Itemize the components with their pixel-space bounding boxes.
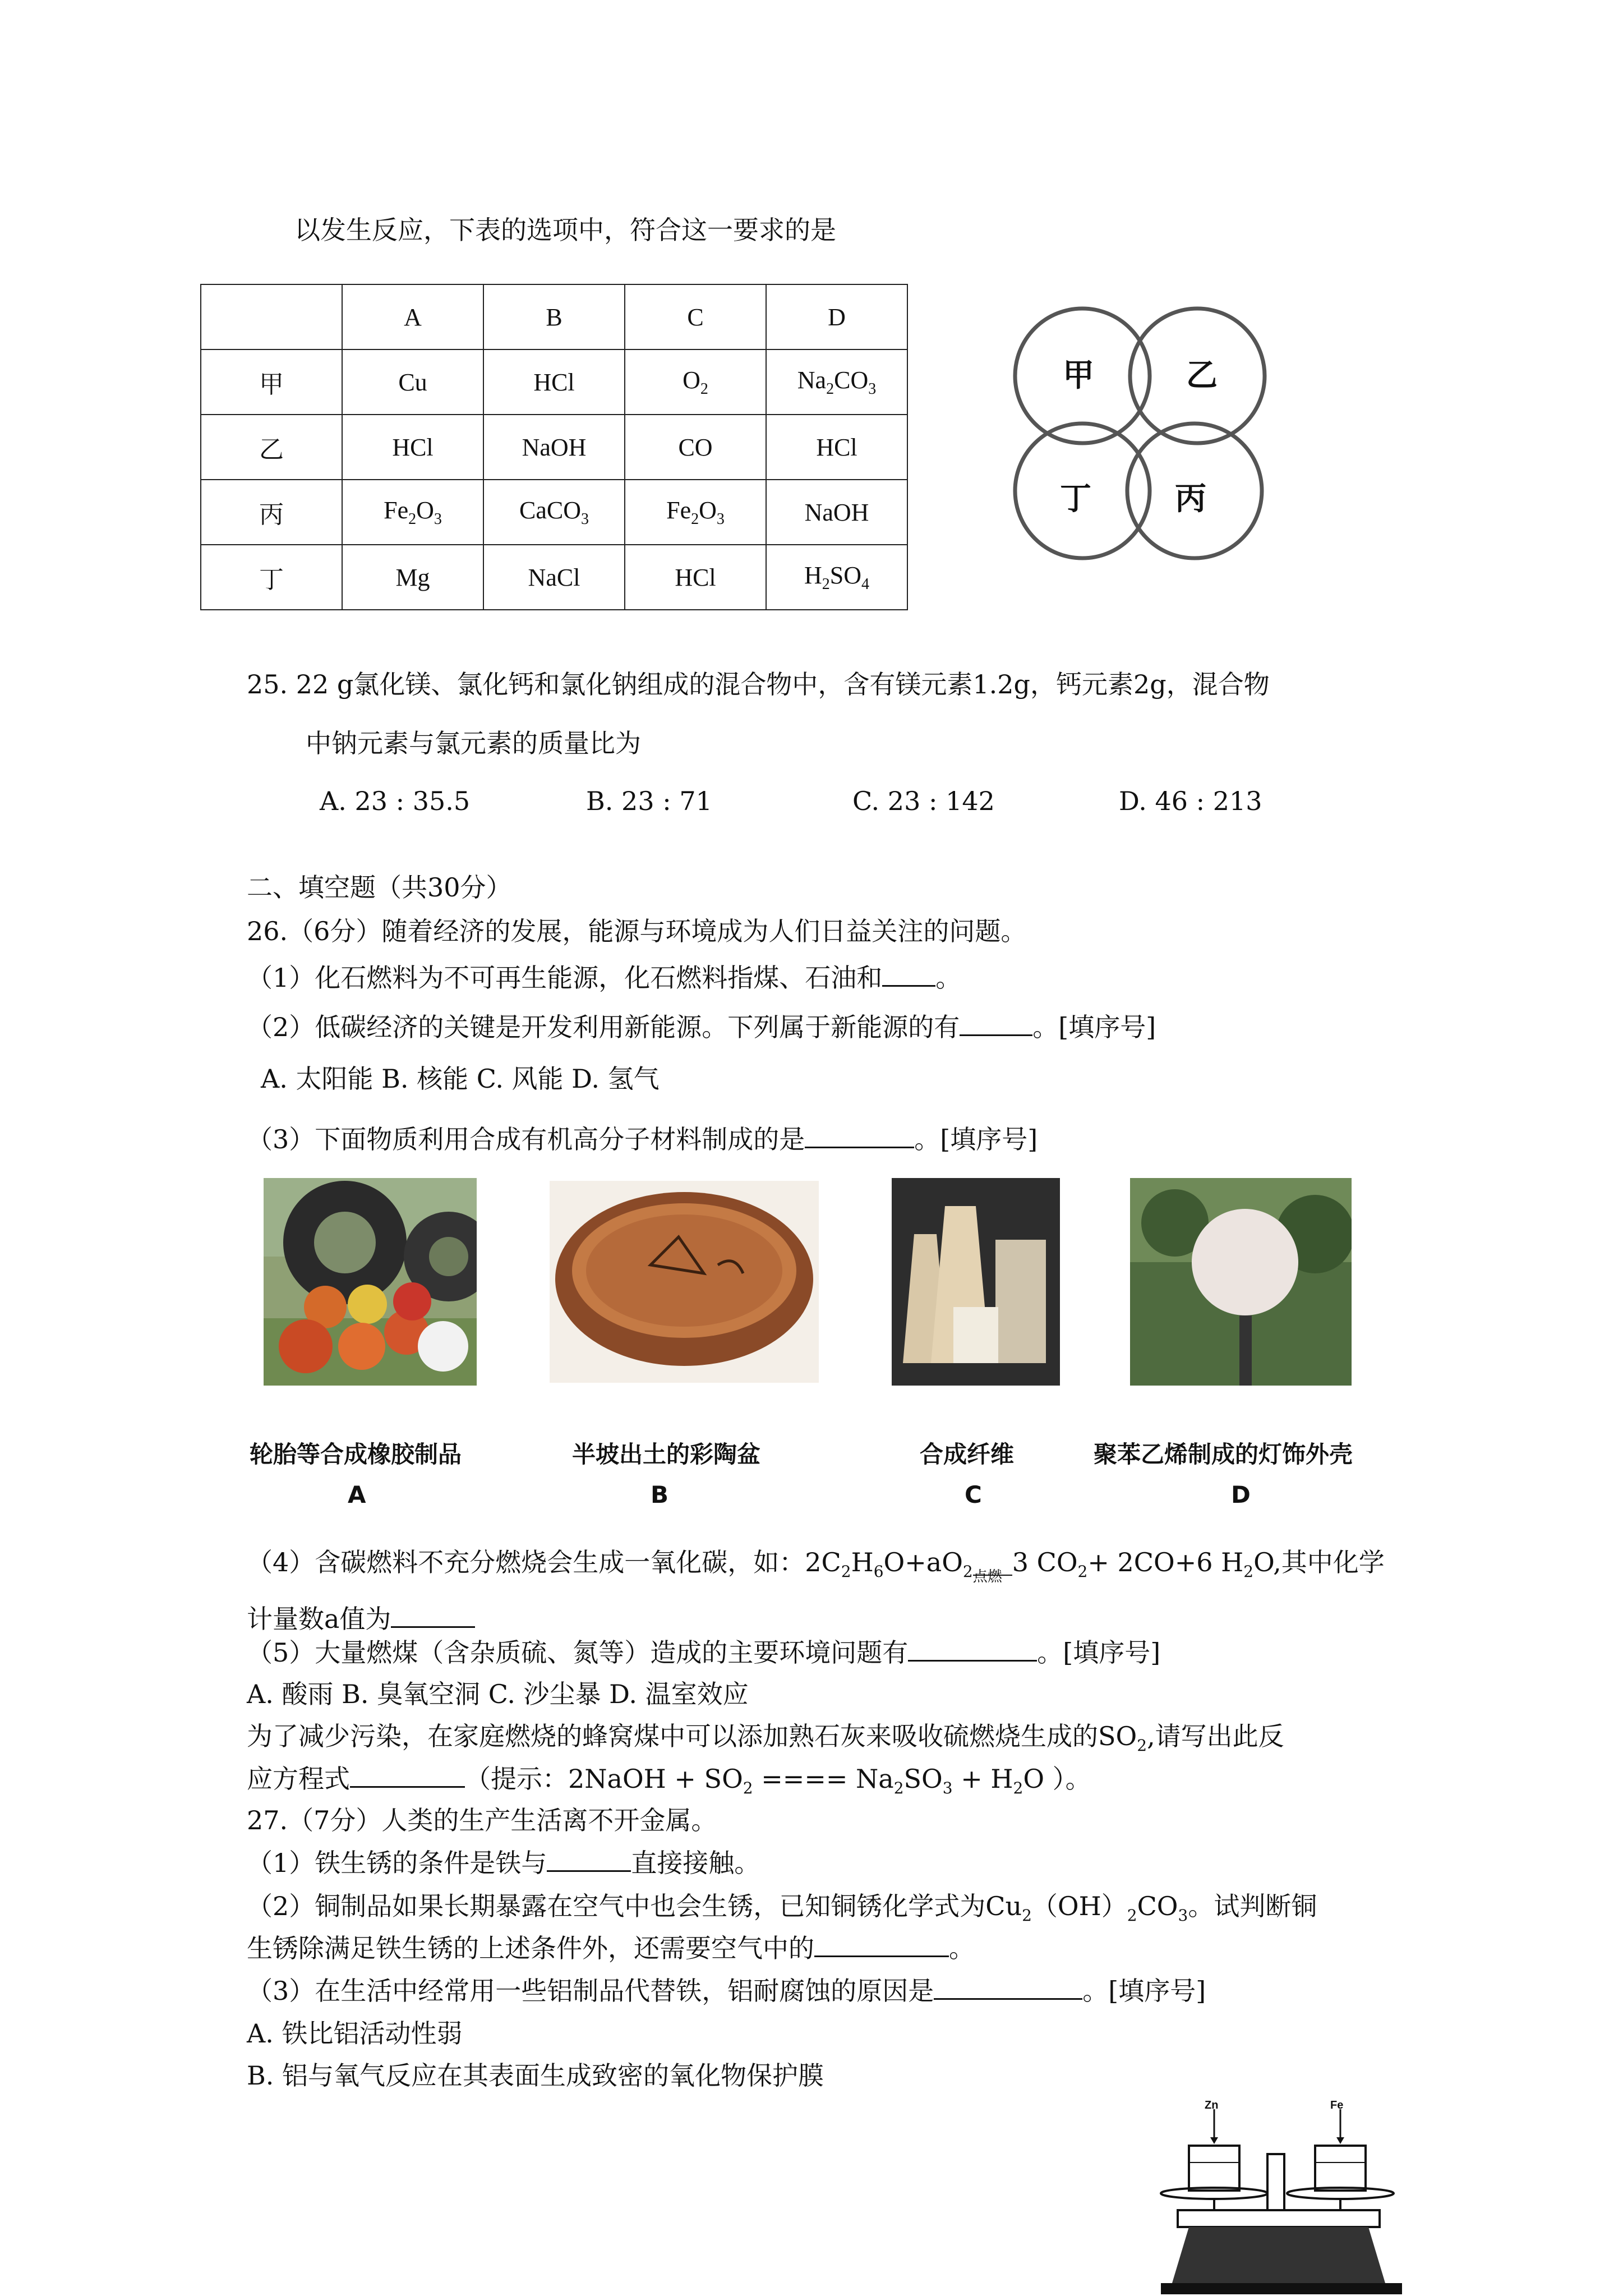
table-cell: CaCO$_3$ xyxy=(483,480,625,545)
table-row xyxy=(201,415,907,480)
section-heading: 二、填空题（共30分） xyxy=(247,872,512,903)
q25-line2: 中钠元素与氯元素的质量比为 xyxy=(306,728,641,758)
q25-option-d: D. 46 : 213 xyxy=(1119,786,1262,816)
table-cell: NaOH xyxy=(483,415,625,480)
image-letter-d: D xyxy=(1231,1481,1251,1508)
image-caption-d: 聚苯乙烯制成的灯饰外壳 xyxy=(1094,1441,1353,1468)
table-cell: CO xyxy=(625,415,766,480)
image-letter-b: B xyxy=(651,1481,669,1508)
row-label: 乙 xyxy=(201,415,342,480)
q25-option-b: B. 23 : 71 xyxy=(586,786,712,816)
q26-part6-line1: 为了减少污染，在家庭燃烧的蜂窝煤中可以添加熟石灰来吸收硫燃烧生成的$SO_2$,请写出此反 xyxy=(247,1721,1284,1755)
row-label: 丁 xyxy=(201,545,342,610)
diagram-label-bing: 丙 xyxy=(1175,481,1206,516)
image-caption-a: 轮胎等合成橡胶制品 xyxy=(250,1441,462,1468)
table-cell: HCl xyxy=(342,415,483,480)
table-cell: $Fe_2O_3$ xyxy=(342,480,483,545)
diagram-label-yi: 乙 xyxy=(1186,357,1218,393)
table-cell: Mg xyxy=(342,545,483,610)
row-label: 甲 xyxy=(201,349,342,415)
lamp-shade-photo xyxy=(1130,1178,1352,1386)
q27-part2-line1: （2）铜制品如果长期暴露在空气中也会生锈，已知铜锈化学式为$Cu_2(OH)_2CO_3$。试判断铜 xyxy=(247,1891,1317,1925)
label-zn: Zn xyxy=(1205,2099,1219,2111)
q24-intro: 以发生反应，下表的选项中，符合这一要求的是 xyxy=(294,215,836,245)
q27-part3: （3）在生活中经常用一些铝制品代替铁，铝耐腐蚀的原因是 。[填序号] xyxy=(247,1973,1206,2008)
table-cell: HCl xyxy=(766,415,907,480)
table-cell xyxy=(201,284,342,349)
synthetic-fiber-photo xyxy=(892,1178,1060,1386)
table-header-row xyxy=(201,284,907,349)
table-cell: $Na_2CO_3$ xyxy=(766,349,907,415)
image-caption-b: 半坡出土的彩陶盆 xyxy=(572,1441,761,1468)
q27-part2-line2: 生锈除满足铁生锈的上述条件外，还需要空气中的 。 xyxy=(247,1931,975,1965)
circle-diagram xyxy=(1009,303,1290,572)
image-caption-c: 合成纤维 xyxy=(920,1441,1015,1468)
table-cell: $O_2$ xyxy=(625,349,766,415)
table-cell: C xyxy=(625,284,766,349)
balance-scale-illustration xyxy=(1155,2092,1436,2296)
table-cell: HCl xyxy=(625,545,766,610)
table-cell: NaOH xyxy=(766,480,907,545)
table-row xyxy=(201,480,907,545)
q26-part5-options: A. 酸雨 B. 臭氧空洞 C. 沙尘暴 D. 温室效应 xyxy=(247,1679,749,1709)
table-cell: Cu xyxy=(342,349,483,415)
image-letter-a: A xyxy=(348,1481,366,1508)
table-cell: A xyxy=(342,284,483,349)
q27-option-a: A. 铁比铝活动性弱 xyxy=(247,2018,463,2049)
q26-part3: （3）下面物质利用合成有机高分子材料制成的是 。[填序号] xyxy=(247,1122,1038,1156)
q27-part1: （1）铁生锈的条件是铁与 直接接触。 xyxy=(247,1846,760,1880)
q26-part2-options: A. 太阳能 B. 核能 C. 风能 D. 氢气 xyxy=(261,1064,660,1094)
tires-balls-photo xyxy=(264,1178,477,1386)
q26-part5: （5）大量燃煤（含杂质硫、氮等）造成的主要环境问题有 。[填序号] xyxy=(247,1635,1160,1669)
table-cell: B xyxy=(483,284,625,349)
q24-table xyxy=(200,284,908,610)
table-cell: $Fe_2O_3$ xyxy=(625,480,766,545)
table-cell: D xyxy=(766,284,907,349)
q26-part2: （2）低碳经济的关键是开发利用新能源。下列属于新能源的有 。[填序号] xyxy=(247,1010,1156,1044)
q26-part6-line2: 应方程式 （提示：2NaOH + $SO_2$ ==== $Na_2SO_3 + H_2O$ ）。 xyxy=(247,1761,1091,1805)
q25-option-c: C. 23 : 142 xyxy=(852,786,995,816)
q26-title: 26.（6分）随着经济的发展，能源与环境成为人们日益关注的问题。 xyxy=(247,916,1027,946)
q27-option-b: B. 铝与氧气反应在其表面生成致密的氧化物保护膜 xyxy=(247,2060,824,2091)
label-fe: Fe xyxy=(1330,2099,1344,2111)
row-label: 丙 xyxy=(201,480,342,545)
table-cell: $H_2SO_4$ xyxy=(766,545,907,610)
q27-title: 27.（7分）人类的生产生活离不开金属。 xyxy=(247,1805,717,1835)
q25-line1: 25. 22 g氯化镁、氯化钙和氯化钠组成的混合物中，含有镁元素1.2g，钙元素2g，混合物 xyxy=(247,669,1270,700)
diagram-label-ding: 丁 xyxy=(1060,481,1091,516)
q26-part1: （1）化石燃料为不可再生能源，化石燃料指煤、石油和 。 xyxy=(247,960,961,995)
table-cell: HCl xyxy=(483,349,625,415)
table-row xyxy=(201,349,907,415)
q26-part4-line2: 计量数a值为 xyxy=(247,1602,475,1636)
q26-part4: （4）含碳燃料不充分燃烧会生成一氧化碳，如：$2C_2H_6O+aO_2$ 点燃 3 $CO_2+ 2CO+6$ $H_2O$,其中化学 xyxy=(247,1547,1385,1585)
image-letter-c: C xyxy=(965,1481,982,1508)
table-cell: NaCl xyxy=(483,545,625,610)
diagram-label-jia: 甲 xyxy=(1063,357,1094,393)
pottery-bowl-photo xyxy=(550,1181,819,1383)
table-row xyxy=(201,545,907,610)
q25-option-a: A. 23 : 35.5 xyxy=(320,786,471,816)
